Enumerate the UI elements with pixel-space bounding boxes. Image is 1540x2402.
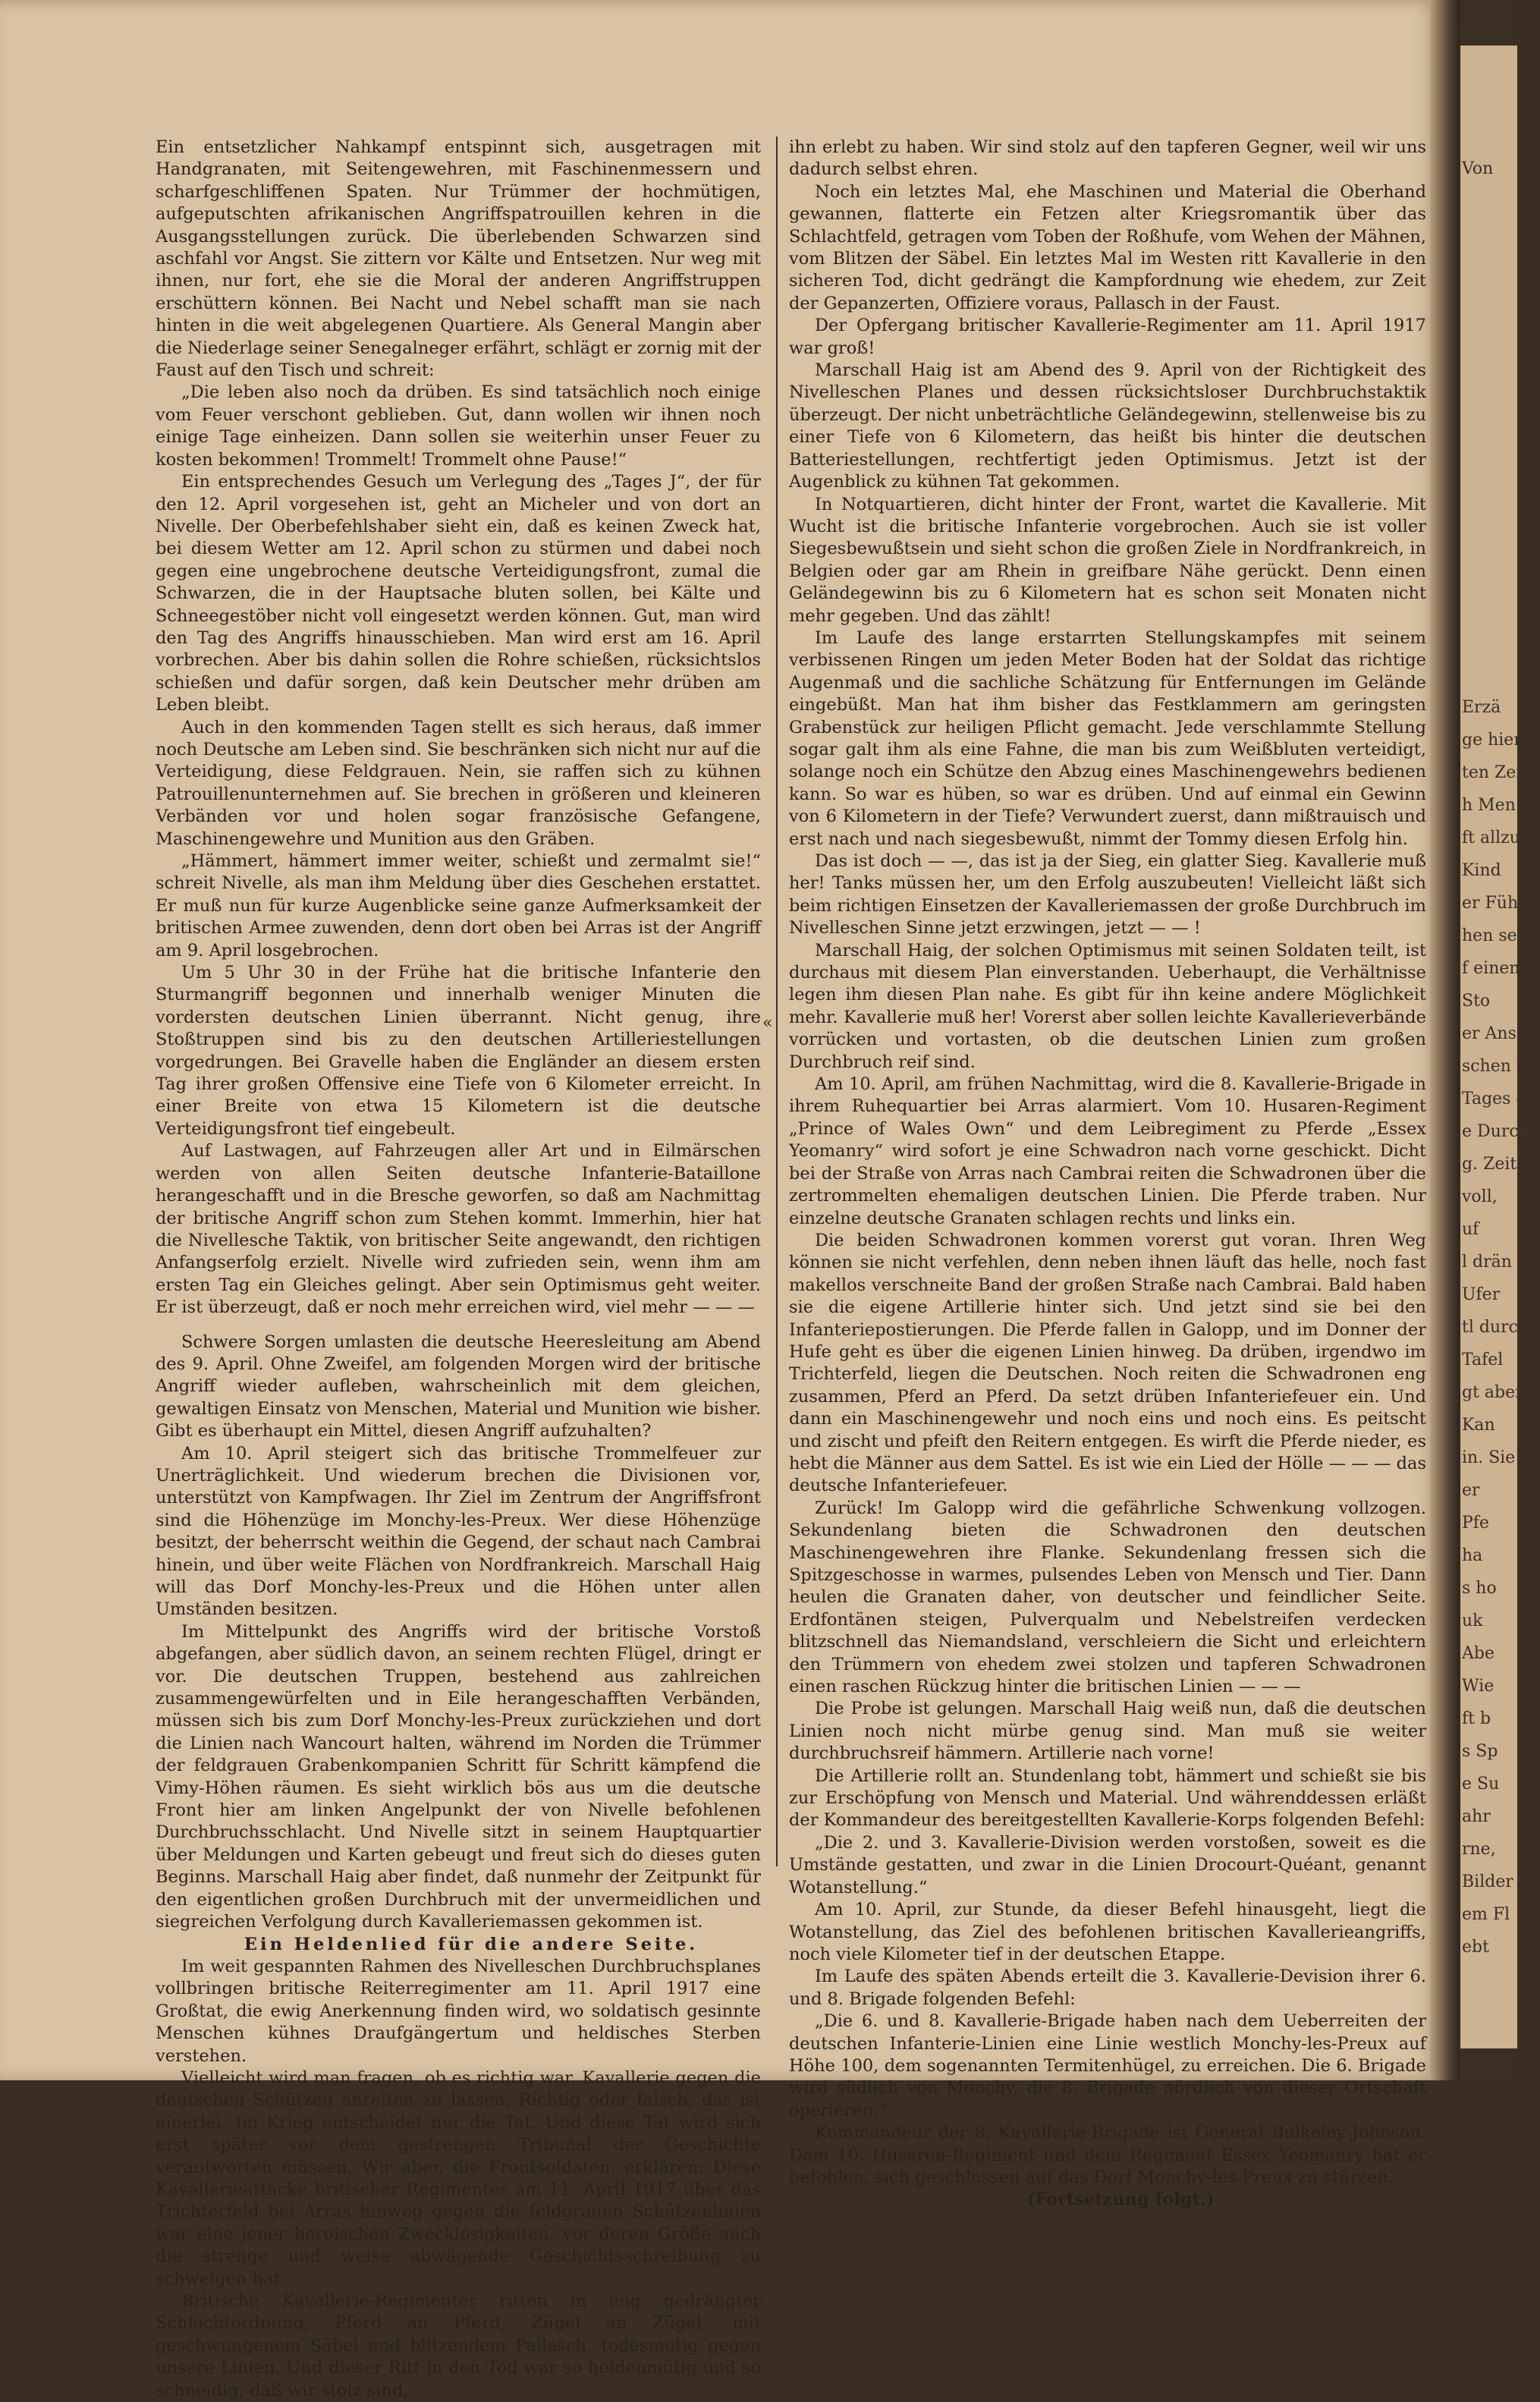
paragraph: „Die 6. und 8. Kavallerie-Brigade haben nach dem Ueberreiten der deutschen Infanterie-Linien eine Linie westlich Monchy-les-Preux auf Höhe 100, dem sogenannten Termitenhügel, zu erreichen. Die 6. Brigade wird südlich von Monchy, die 8. Brigade nördlich von dieser Ortschaft operieren.“ (789, 2011, 1426, 2121)
adjacent-page-fragment: ten Zeit (1462, 763, 1529, 782)
adjacent-page-fragment: schen u (1462, 1057, 1528, 1076)
section-heading: Ein Heldenlied für die andere Seite. (244, 1934, 699, 1954)
adjacent-page-fragment: Tafel (1462, 1350, 1504, 1369)
paragraph: Die Artillerie rollt an. Stundenlang tobt, hämmert und schießt sie bis zur Erschöpfung von Mensch und Material. Und währenddessen erläßt der Kommandeur des bereitgestellten Kavallerie-Korps folgenden Befehl: (789, 1765, 1426, 1831)
adjacent-page-fragment: h Men (1462, 796, 1516, 815)
paragraph: Am 10. April, am frühen Nachmittag, wird die 8. Kavallerie-Brigade in ihrem Ruhequartier bei Arras alarmiert. Vom 10. Husaren-Regiment „Prince of Wales Own“ und dem Leibregiment zu Pferde „Essex Yeomanry“ wird sofort je eine Schwadron nach vorne geschickt. Dicht bei der Straße von Arras nach Cambrai reiten die Schwadronen über die zertrommelten ehemaligen deutschen Linien. Die Pferde traben. Nur einzelne deutsche Granaten schlagen rechts und links ein. (789, 1074, 1426, 1228)
paragraph: In Notquartieren, dicht hinter der Front, wartet die Kavallerie. Mit Wucht ist die britische Infanterie vorgebrochen. Auch sie ist voller Siegesbewußtsein und sieht schon die großen Ziele in Nordfrankreich, in Belgien oder gar am Rhein in greifbare Nähe gerückt. Denn einen Geländegewinn bis zu 6 Kilometern hat es schon seit Monaten nicht mehr gegeben. Und das zählt! (789, 494, 1426, 626)
paragraph: Die beiden Schwadronen kommen vorerst gut voran. Ihren Weg können sie nicht verfehlen, denn neben ihnen läuft das helle, noch fast makellos verschneite Band der großen Straße nach Cambrai. Bald haben sie die eigene Artillerie hinter sich. Und jetzt sind sie bei den Infanteriepostierungen. Die Pferde fallen in Galopp, und im Donner der Hufe geht es über die eigenen Linien hinweg. Da drüben, irgendwo im Trichterfeld, liegen die Deutschen. Noch reiten die Schwadronen eng zusammen, Pferd an Pferd. Da setzt drüben Infanteriefeuer ein. Und dann ein Maschinengewehr und noch eins und noch eins. Es peitscht und zischt und pfeift den Reitern entgegen. Es wirft die Pferde nieder, es hebt die Männer aus dem Sattel. Es ist wie ein Lied der Hölle — — — das deutsche Infanteriefeuer. (789, 1230, 1426, 1496)
right-column (789, 137, 1426, 2212)
margin-mark: « (762, 1014, 773, 1033)
adjacent-page-fragment: er (1462, 1481, 1480, 1500)
adjacent-page-fragment: Kind (1462, 861, 1501, 880)
paragraph: Ein entsprechendes Gesuch um Verlegung des „Tages J“, der für den 12. April vorgesehen ist, geht an Micheler und von dort an Nivelle. Der Oberbefehlshaber sieht ein, daß es keinen Zweck hat, bei diesem Wetter am 12. April schon zu stürmen und dabei noch gegen eine ungebrochene deutsche Verteidigungsfront, zumal die Schwarzen, die in der Hauptsache bluten sollen, bei Kälte und Schneegestöber nicht voll eingesetzt werden können. Gut, man wird den Tag des Angriffs hinausschieben. Man wird erst am 16. April vorbrechen. Aber bis dahin sollen die Rohre schießen, rücksichtslos schießen und dafür sorgen, daß kein Deutscher mehr drüben am Leben bleibt. (156, 472, 761, 715)
paragraph: Am 10. April, zur Stunde, da dieser Befehl hinausgeht, liegt die Wotanstellung, das Ziel des befohlenen britischen Kavallerieangriffs, noch viele Kilometer tief in der deutschen Etappe. (789, 1900, 1426, 1964)
adjacent-page-fragment: e Su (1462, 1775, 1500, 1794)
page-fold (1430, 0, 1460, 2080)
adjacent-page-fragment: Kan (1462, 1416, 1495, 1435)
adjacent-page-fragment: ebt (1462, 1938, 1489, 1957)
paragraph: Marschall Haig, der solchen Optimismus mit seinen Soldaten teilt, ist durchaus mit diesem Plan einverstanden. Ueberhaupt, die Verhältnisse legen ihm diesen Plan nahe. Es gibt für ihn keine andere Möglichkeit mehr. Kavallerie muß her! Vorerst aber sollen leichte Kavallerieverbände vorrücken und vortasten, ob die deutschen Linien zum großen Durchbruch reif sind. (789, 940, 1426, 1072)
paragraph: Schwere Sorgen umlasten die deutsche Heeresleitung am Abend des 9. April. Ohne Zweifel, am folgenden Morgen wird der britische Angriff wieder aufleben, wahrscheinlich mit dem gleichen, gewaltigen Einsatz von Menschen, Material und Munition wie bisher. Gibt es überhaupt ein Mittel, diesen Angriff aufzuhalten? (156, 1331, 761, 1442)
adjacent-page-fragment: hen sein (1462, 926, 1533, 945)
paragraph: „Die 2. und 3. Kavallerie-Division werden vorstoßen, soweit es die Umstände gestatten, und zwar in die Linien Drocourt-Quéant, genannt Wotanstellung.“ (789, 1832, 1426, 1897)
adjacent-page-fragment: Pfe (1462, 1514, 1489, 1533)
paragraph: Am 10. April steigert sich das britische Trommelfeuer zur Unerträglichkeit. Und wiederum brechen die Divisionen vor, unterstützt von Kampfwagen. Ihr Ziel im Zentrum der Angriffsfront sind die Höhenzüge im Monchy-les-Preux. Wer diese Höhenzüge besitzt, der beherrscht weithin die Gegend, der schaut nach Cambrai hinein, und über weite Flächen von Nordfrankreich. Marschall Haig will das Dorf Monchy-les-Preux und die Höhen unter allen Umständen besitzen. (156, 1443, 761, 1620)
adjacent-page-fragment: voll, (1462, 1187, 1498, 1206)
paragraph: Der Opfergang britischer Kavallerie-Regimenter am 11. April 1917 war groß! (789, 316, 1426, 358)
paragraph: „Hämmert, hämmert immer weiter, schießt und zermalmt sie!“ schreit Nivelle, als man ihm Meldung über dies Geschehen erstattet. Er muß nun für kurze Augenblicke seine ganze Aufmerksamkeit der britischen Armee zuwenden, denn dort oben bei Arras ist der Angriff am 9. April losgebrochen. (156, 851, 761, 960)
adjacent-page-fragment: rne, (1462, 1840, 1496, 1859)
adjacent-page-fragment: Von (1462, 159, 1494, 178)
paragraph: „Die leben also noch da drüben. Es sind tatsächlich noch einige vom Feuer verschont geblieben. Gut, dann wollen wir ihnen noch einige Tage einheizen. Dann sollen sie weiterhin unser Feuer zu kosten bekommen! Trommelt! Trommelt ohne Pause!“ (156, 382, 761, 470)
paragraph: ihn erlebt zu haben. Wir sind stolz auf den tapferen Gegner, weil wir uns dadurch selbst ehren. (789, 137, 1426, 180)
adjacent-page-fragment: l drän (1462, 1253, 1512, 1272)
adjacent-page-fragment: in. Sie (1462, 1448, 1516, 1467)
paragraph: Auch in den kommenden Tagen stellt es sich heraus, daß immer noch Deutsche am Leben sind. Sie beschränken sich nicht nur auf die Verteidigung, diese Feldgrauen. Nein, sie raffen sich zu kühnen Patrouillenunternehmen auf. Sie brechen in größeren und kleineren Verbänden vor und holen sogar französische Gefangene, Maschinengewehre und Munition aus den Gräben. (156, 717, 761, 849)
paragraph: Im Mittelpunkt des Angriffs wird der britische Vorstoß abgefangen, aber südlich davon, an seinem rechten Flügel, dringt er vor. Die deutschen Truppen, bestehend aus zahlreichen zusammengewürfelten und in Eile herangeschafften Verbänden, müssen sich bis zum Dorf Monchy-les-Preux zurückziehen und dort die Linien nach Wancourt halten, während im Norden die Trümmer der feldgrauen Grabenkompanien Schritt für Schritt kämpfend die Vimy-Höhen räumen. Es sieht wirklich bös aus um die deutsche Front hier am linken Angelpunkt der von Nivelle befohlenen Durchbruchsschlacht. Und Nivelle sitzt in seinem Hauptquartier über Meldungen und Karten gebeugt und freut sich do dieses guten Beginns. Marschall Haig aber findet, daß nunmehr der Zeitpunkt für den eigentlichen großen Durchbruch mit der unvermeidlichen und siegreichen Verfolgung durch Kavalleriemassen gekommen ist. (156, 1621, 761, 1932)
adjacent-page-fragment: s Sp (1462, 1742, 1498, 1761)
paragraph: Britische Kavallerie-Regimenter ritten in eng gedrängter Schlachtordnung, Pferd an Pferd, Zügel an Zügel, mit geschwungenem Säbel und blitzendem Pallasch, todesmutig gegen unsere Linien. Und dieser Ritt in den Tod war so heldenmütig und so schneidig, daß wir stolz sind, (156, 2291, 761, 2400)
adjacent-page-fragment: em Fl (1462, 1905, 1510, 1924)
paragraph: Die Probe ist gelungen. Marschall Haig weiß nun, daß die deutschen Linien noch nicht mürbe genug sind. Man muß sie weiter durchbruchsreif hämmern. Artillerie nach vorne! (789, 1699, 1426, 1764)
adjacent-page-fragment: Abe (1462, 1644, 1494, 1663)
adjacent-page-fragment: Tages er (1462, 1089, 1535, 1108)
adjacent-page-fragment: Wie (1462, 1677, 1494, 1696)
continuation-note: (Fortsetzung folgt.) (1026, 2190, 1215, 2210)
adjacent-page-fragment: Erzä (1462, 698, 1501, 717)
left-column (156, 137, 761, 2402)
adjacent-page-fragment: er Ansch (1462, 1024, 1537, 1043)
paragraph: Das ist doch — —, das ist ja der Sieg, ein glatter Sieg. Kavallerie muß her! Tanks müssen her, um den Erfolg auszubeuten! Vielleicht läßt sich beim richtigen Einsetzen der Kavalleriemassen der große Durchbruch im Nivelleschen Sinne jetzt erzwingen, jetzt — — ! (789, 851, 1426, 938)
adjacent-page-fragment: ahr (1462, 1807, 1491, 1826)
paragraph: Im Laufe des späten Abends erteilt die 3. Kavallerie-Devision ihrer 6. und 8. Brigade folgenden Befehl: (789, 1967, 1426, 2009)
paragraph: Zurück! Im Galopp wird die gefährliche Schwenkung vollzogen. Sekundenlang bieten die Schwadronen den deutschen Maschinengewehren ihre Flanke. Sekundenlang fressen sich die Spitzgeschosse in warmes, pulsendes Leben von Mensch und Tier. Dann heulen die Granaten daher, von deutscher und feindlicher Seite. Erdfontänen steigen, Pulverqualm und Nebelstreifen verdecken blitzschnell das Niemandsland, verschleiern die Sicht und erleichtern den Trümmern von ehedem zwei stolzen und tapferen Schwadronen einen raschen Rückzug hinter die britischen Linien — — — (789, 1498, 1426, 1697)
adjacent-page-edge (1460, 46, 1540, 2048)
adjacent-page-fragment: tl durch (1462, 1318, 1529, 1337)
adjacent-page-fragment: Ufer (1462, 1285, 1501, 1304)
paragraph: Noch ein letztes Mal, ehe Maschinen und Material die Oberhand gewannen, flatterte ein Fetzen alter Kriegsromantik über das Schlachtfeld, getragen vom Toben der Roßhufe, vom Wehen der Mähnen, vom Blitzen der Säbel. Ein letztes Mal im Westen ritt Kavallerie in den sicheren Tod, dicht gedrängt die Kampfordnung wie ehedem, zur Zeit der Gepanzerten, Offiziere voraus, Pallasch in der Faust. (789, 181, 1426, 313)
adjacent-page-fragment: s ho (1462, 1579, 1497, 1598)
paragraph: Marschall Haig ist am Abend des 9. April von der Richtigkeit des Nivelleschen Planes und dessen rücksichtsloser Durchbruchstaktik überzeugt. Der nicht unbeträchtliche Geländegewinn, stellenweise bis zu einer Tiefe von 6 Kilometern, das heißt bis hinter die deutschen Batteriestellungen, rechtfertigt jeden Optimismus. Jetzt ist der Augenblick zu kühnen Tat gekommen. (789, 360, 1426, 492)
paragraph: Um 5 Uhr 30 in der Frühe hat die britische Infanterie den Sturmangriff begonnen und innerhalb weniger Minuten die vordersten deutschen Linien überrannt. Nicht genug, ihre Stoßtruppen sind bis zu den deutschen Artilleriestellungen vorgedrungen. Bei Gravelle haben die Engländer an diesem ersten Tag ihrer großen Offensive eine Tiefe von 6 Kilometer erreicht. In einer Breite von etwa 15 Kilometern ist die deutsche Verteidigungsfront tief eingebeult. (156, 963, 761, 1139)
adjacent-page-fragment: Sto (1462, 992, 1491, 1011)
adjacent-page-fragment: e Durchb (1462, 1122, 1540, 1141)
adjacent-page-fragment: uk (1462, 1611, 1483, 1630)
paragraph: Ein entsetzlicher Nahkampf entspinnt sich, ausgetragen mit Handgranaten, mit Seitengewehren, mit Faschinenmessern und scharfgeschliffenen Spaten. Nur Trümmer der hochmütigen, aufgeputschten afrikanischen Angriffspatrouillen kehren in die Ausgangsstellungen zurück. Die überlebenden Schwarzen sind aschfahl vor Angst. Sie zittern vor Kälte und Entsetzen. Nur weg mit ihnen, nur fort, ehe sie die Moral der anderen Angriffstruppen erschüttern können. Bei Nacht und Nebel schafft man sie nach hinten in die weit abgelegenen Quartiere. Als General Mangin aber die Niederlage seiner Senegalneger erfährt, schlägt er zornig mit der Faust auf den Tisch und schreit: (156, 137, 761, 381)
adjacent-page-fragment: ha (1462, 1546, 1483, 1565)
adjacent-page-fragment: uf (1462, 1220, 1479, 1239)
paragraph: Auf Lastwagen, auf Fahrzeugen aller Art und in Eilmärschen werden von allen Seiten deutsche Infanterie-Bataillone herangeschafft und in die Bresche geworfen, so daß am Nachmittag der britische Angriff schon zum Stehen kommt. Immerhin, hier hat die Nivellesche Taktik, von britischer Seite angewandt, den richtigen Anfangserfolg erzielt. Nivelle wird zufrieden sein, wenn ihm am ersten Tag ein Gleiches gelingt. Aber sein Optimismus geht weiter. Er ist überzeugt, daß er noch mehr erreichen wird, viel mehr — — — (156, 1141, 761, 1318)
adjacent-page-fragment: ft allzu (1462, 828, 1520, 847)
paragraph: Im weit gespannten Rahmen des Nivelleschen Durchbruchsplanes vollbringen britische Reiterregimenter am 11. April 1917 eine Großtat, die ewig Anerkennung finden wird, wo soldatisch gesinnte Menschen kühnes Draufgängertum und heldisches Sterben verstehen. (156, 1956, 761, 2066)
paragraph: Im Laufe des lange erstarrten Stellungskampfes mit seinem verbissenen Ringen um jeden Meter Boden hat der Soldat das richtige Augenmaß und die sachliche Schätzung für Entfernungen im Gelände eingebüßt. Man hat ihm bisher das Festklammern am geringsten Grabenstück zur heiligen Pflicht gemacht. Jede verschlammte Stellung sogar galt ihm als eine Fahne, die man bis zum Weißbluten verteidigt, solange noch ein Schütze den Abzug eines Maschinengewehrs bedienen kann. So war es hüben, so war es drüben. Und auf einmal ein Gewinn von 6 Kilometern in der Tiefe? Verwundert zuerst, dann mißtrauisch und erst nach und nach siegesbewußt, nimmt der Tommy diesen Erfolg hin. (789, 627, 1426, 849)
adjacent-page-fragment: ge hier (1462, 731, 1522, 750)
paragraph: Kommandeur der 8. Kavallerie-Brigade ist General Bulkeley-Johnson. Dem 10. Husaren-Regiment und dem Regiment Essex Yeomanry hat er befohlen, sich geschlossen auf das Dorf Monchy-les-Preux zu stürzen. (789, 2123, 1426, 2187)
paragraph: Vielleicht wird man fragen, ob es richtig war, Kavallerie gegen die deutschen Schützen anreiten zu lassen. Richtig oder falsch, das ist einerlei. Im Krieg entscheidet nur die Tat. Und diese Tat wird sich erst später vor dem gestrengen Tribunal der Geschichte verantworten müssen. Wir aber, die Frontsoldaten, erklären: Diese Kavallerieattacke britischer Regimenter am 11. April 1917 über das Trichterfeld bei Arras hinweg gegen die feldgrauen Schützenlinien war eine jener heroischen Zwecklosigkeiten, vor deren Größe auch die strenge und weise abwägende Geschichtsschreibung zu schweigen hat. (156, 2067, 761, 2289)
adjacent-page-fragment: g. Zeit (1462, 1155, 1517, 1174)
adjacent-page-fragment: gt aber (1462, 1383, 1523, 1402)
adjacent-page-fragment: er Füh (1462, 894, 1519, 913)
adjacent-page-fragment: Bilder (1462, 1872, 1513, 1891)
column-divider (776, 137, 778, 1866)
adjacent-page-fragment: ft b (1462, 1709, 1491, 1728)
adjacent-page-fragment: f einen (1462, 959, 1520, 978)
